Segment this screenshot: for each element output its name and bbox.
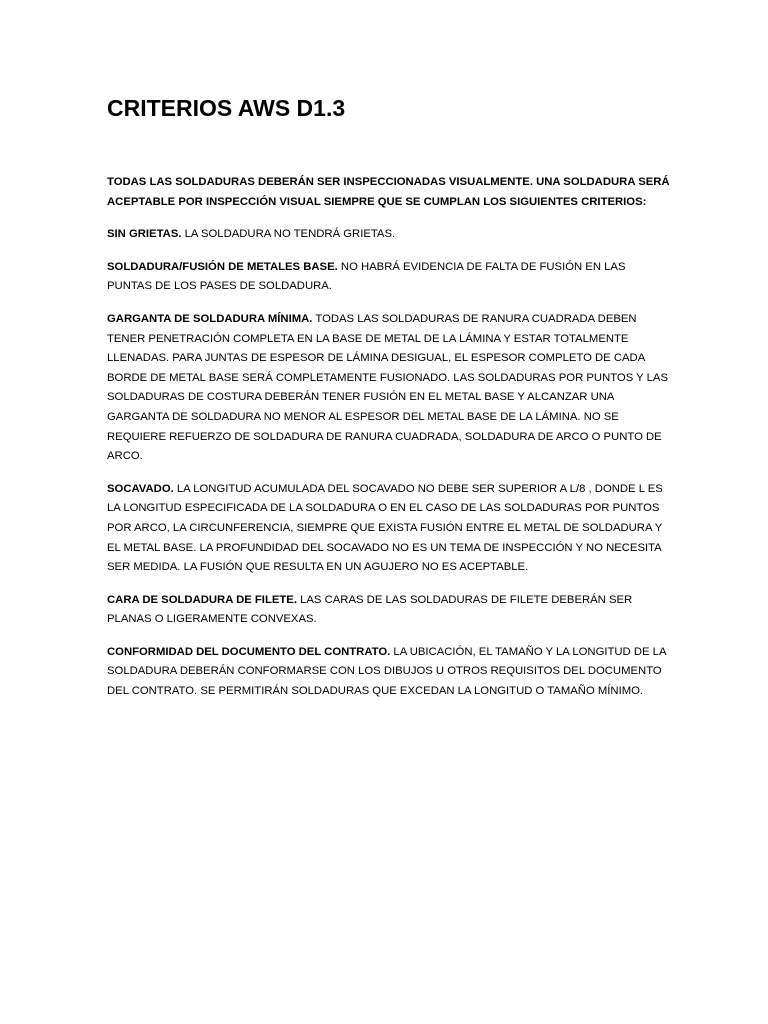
criterion-heading: CONFORMIDAD DEL DOCUMENTO DEL CONTRATO. xyxy=(107,645,391,658)
criterion-base-metal-fusion xyxy=(107,258,672,297)
criterion-heading: SIN GRIETAS. xyxy=(107,228,182,241)
criterion-undercut xyxy=(107,480,672,578)
criterion-text: LA SOLDADURA NO TENDRÁ GRIETAS. xyxy=(184,228,396,241)
criterion-heading: CARA DE SOLDADURA DE FILETE. xyxy=(107,593,297,606)
criterion-heading: SOLDADURA/FUSIÓN DE METALES BASE. xyxy=(107,260,338,273)
criterion-contract-conformity xyxy=(107,643,672,702)
criterion-text: LAS CARAS DE LAS SOLDADURAS DE FILETE DEBERÁN SER PLANAS O LIGERAMENTE CONVEXAS. xyxy=(107,593,633,626)
criterion-no-cracks xyxy=(107,225,672,245)
criterion-text: NO HABRÁ EVIDENCIA DE FALTA DE FUSIÓN EN LAS PUNTAS DE LOS PASES DE SOLDADURA. xyxy=(107,260,626,293)
criterion-text: LA UBICACIÓN, EL TAMAÑO Y LA LONGITUD DE LA SOLDADURA DEBERÁN CONFORMARSE CON LOS DIBUJOS U OTROS REQUISITOS DEL DOCUMENTO DEL CONTRATO. SE PERMITIRÁN SOLDADURAS QUE EXCEDAN LA LONGITUD O TAMAÑO MÍNIMO. xyxy=(107,645,666,698)
intro-paragraph: TODAS LAS SOLDADURAS DEBERÁN SER INSPECCIONADAS VISUALMENTE. UNA SOLDADURA SERÁ ACEPTABLE POR INSPECCIÓN VISUAL SIEMPRE QUE SE CUMPLAN LOS SIGUIENTES CRITERIOS: xyxy=(107,176,670,208)
criterion-text: LA LONGITUD ACUMULADA DEL SOCAVADO NO DEBE SER SUPERIOR A L/8 , DONDE L ES LA LONGITUD ESPECIFICADA DE LA SOLDADURA O EN EL CASO DE LAS SOLDADURAS POR PUNTOS POR ARCO, LA CIRCUNFERENCIA, SIEMPRE QUE EXISTA FUSIÓN ENTRE EL METAL DE SOLDADURA Y EL METAL BASE. LA PROFUNDIDAD DEL SOCAVADO NO ES UN TEMA DE INSPECCIÓN Y NO NECESITA SER MEDIDA. LA FUSIÓN QUE RESULTA EN UN AGUJERO NO ES ACEPTABLE. xyxy=(107,482,663,574)
document-title: CRITERIOS AWS D1.3 xyxy=(107,95,346,121)
document-body xyxy=(107,173,672,715)
criterion-text: TODAS LAS SOLDADURAS DE RANURA CUADRADA DEBEN TENER PENETRACIÓN COMPLETA EN LA BASE DE METAL DE LA LÁMINA Y ESTAR TOTALMENTE LLENADAS. PARA JUNTAS DE ESPESOR DE LÁMINA DESIGUAL, EL ESPESOR COMPLETO DE CADA BORDE DE METAL BASE SERÁ COMPLETAMENTE FUSIONADO. LAS SOLDADURAS POR PUNTOS Y LAS SOLDADURAS DE COSTURA DEBERÁN TENER FUSIÓN EN EL METAL BASE Y ALCANZAR UNA GARGANTA DE SOLDADURA NO MENOR AL ESPESOR DEL METAL BASE DE LA LÁMINA. NO SE REQUIERE REFUERZO DE SOLDADURA DE RANURA CUADRADA, SOLDADURA DE ARCO O PUNTO DE ARCO. xyxy=(107,312,669,463)
criterion-minimum-throat xyxy=(107,310,672,467)
criterion-heading: GARGANTA DE SOLDADURA MÍNIMA. xyxy=(107,312,313,325)
criterion-fillet-face xyxy=(107,591,672,630)
criterion-heading: SOCAVADO. xyxy=(107,482,174,495)
